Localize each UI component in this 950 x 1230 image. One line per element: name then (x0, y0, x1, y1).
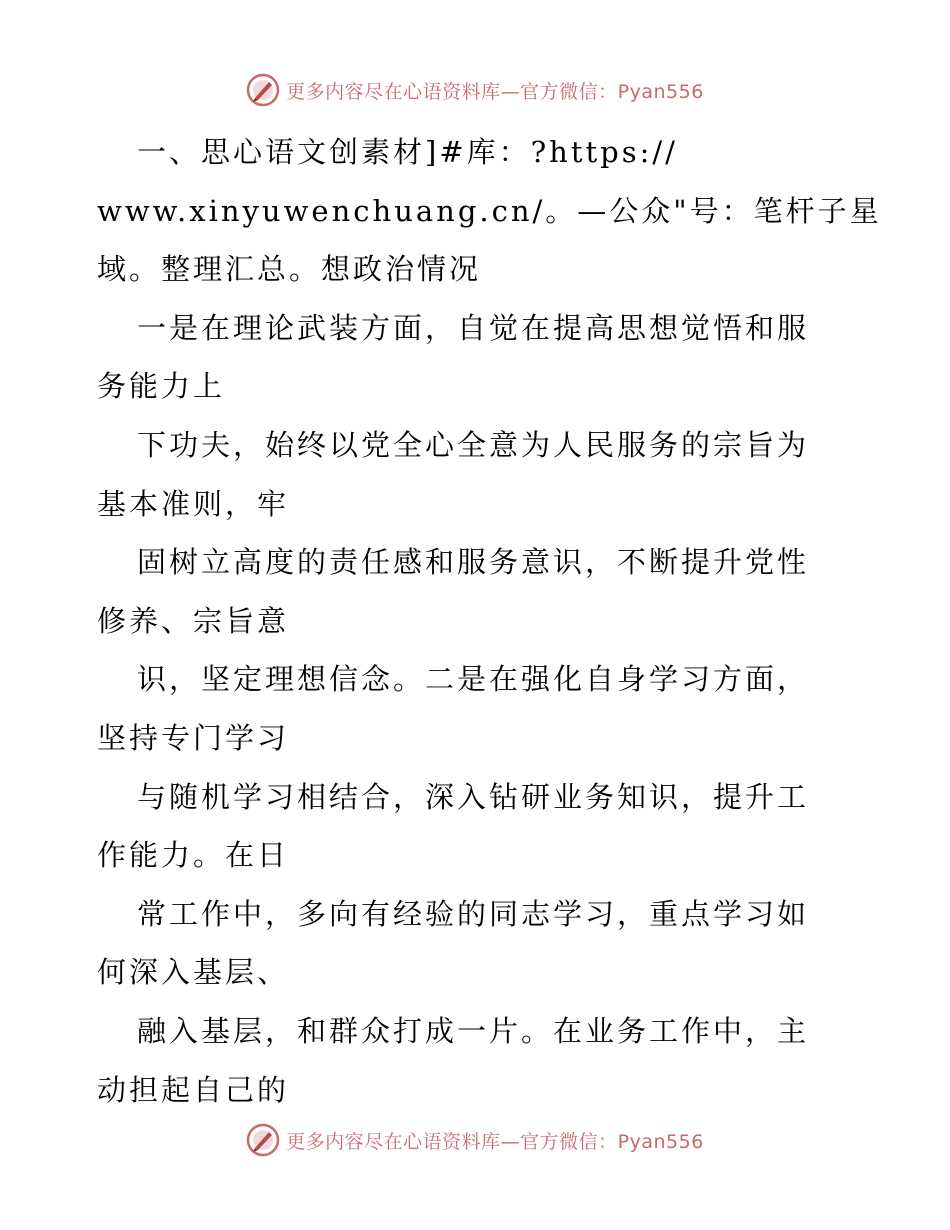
paragraph-line: 务能力上 (97, 369, 226, 404)
header-watermark-banner (0, 70, 950, 110)
paragraph-line: 一、思心语文创素材]#库：?https:// (137, 135, 678, 169)
paragraph-line: 域。整理汇总。想政治情况 (97, 252, 482, 287)
paragraph-line: 融入基层，和群众打成一片。在业务工作中，主 (137, 1013, 810, 1048)
paragraph-line: 修养、宗旨意 (97, 603, 290, 638)
document-body (97, 123, 882, 1119)
paragraph-line: www.xinyuwenchuang.cn/。—公众"号：笔杆子星 (97, 193, 882, 228)
pen-nib-circle-icon (246, 1123, 280, 1157)
paragraph-line: 一是在理论武装方面，自觉在提高思想觉悟和服 (137, 310, 810, 345)
paragraph-line: 识，坚定理想信念。二是在强化自身学习方面， (137, 662, 810, 697)
paragraph-line: 动担起自己的 (97, 1072, 290, 1107)
paragraph-line: 下功夫，始终以党全心全意为人民服务的宗旨为 (137, 427, 810, 462)
paragraph-line: 与随机学习相结合，深入钻研业务知识，提升工 (137, 779, 810, 814)
watermark-text: 更多内容尽在心语资料库—官方微信：Pyan556 (286, 80, 704, 103)
paragraph-line: 固树立高度的责任感和服务意识，不断提升党性 (137, 545, 810, 580)
paragraph-line: 常工作中，多向有经验的同志学习，重点学习如 (137, 896, 810, 931)
paragraph-line: 作能力。在日 (97, 838, 290, 873)
paragraph-line: 基本准则，牢 (97, 486, 290, 521)
paragraph-line: 何深入基层、 (97, 955, 290, 990)
pen-nib-circle-icon (246, 73, 280, 107)
paragraph-line: 坚持专门学习 (97, 720, 290, 755)
footer-watermark-banner (0, 1120, 950, 1160)
watermark-text: 更多内容尽在心语资料库—官方微信：Pyan556 (286, 1130, 704, 1153)
